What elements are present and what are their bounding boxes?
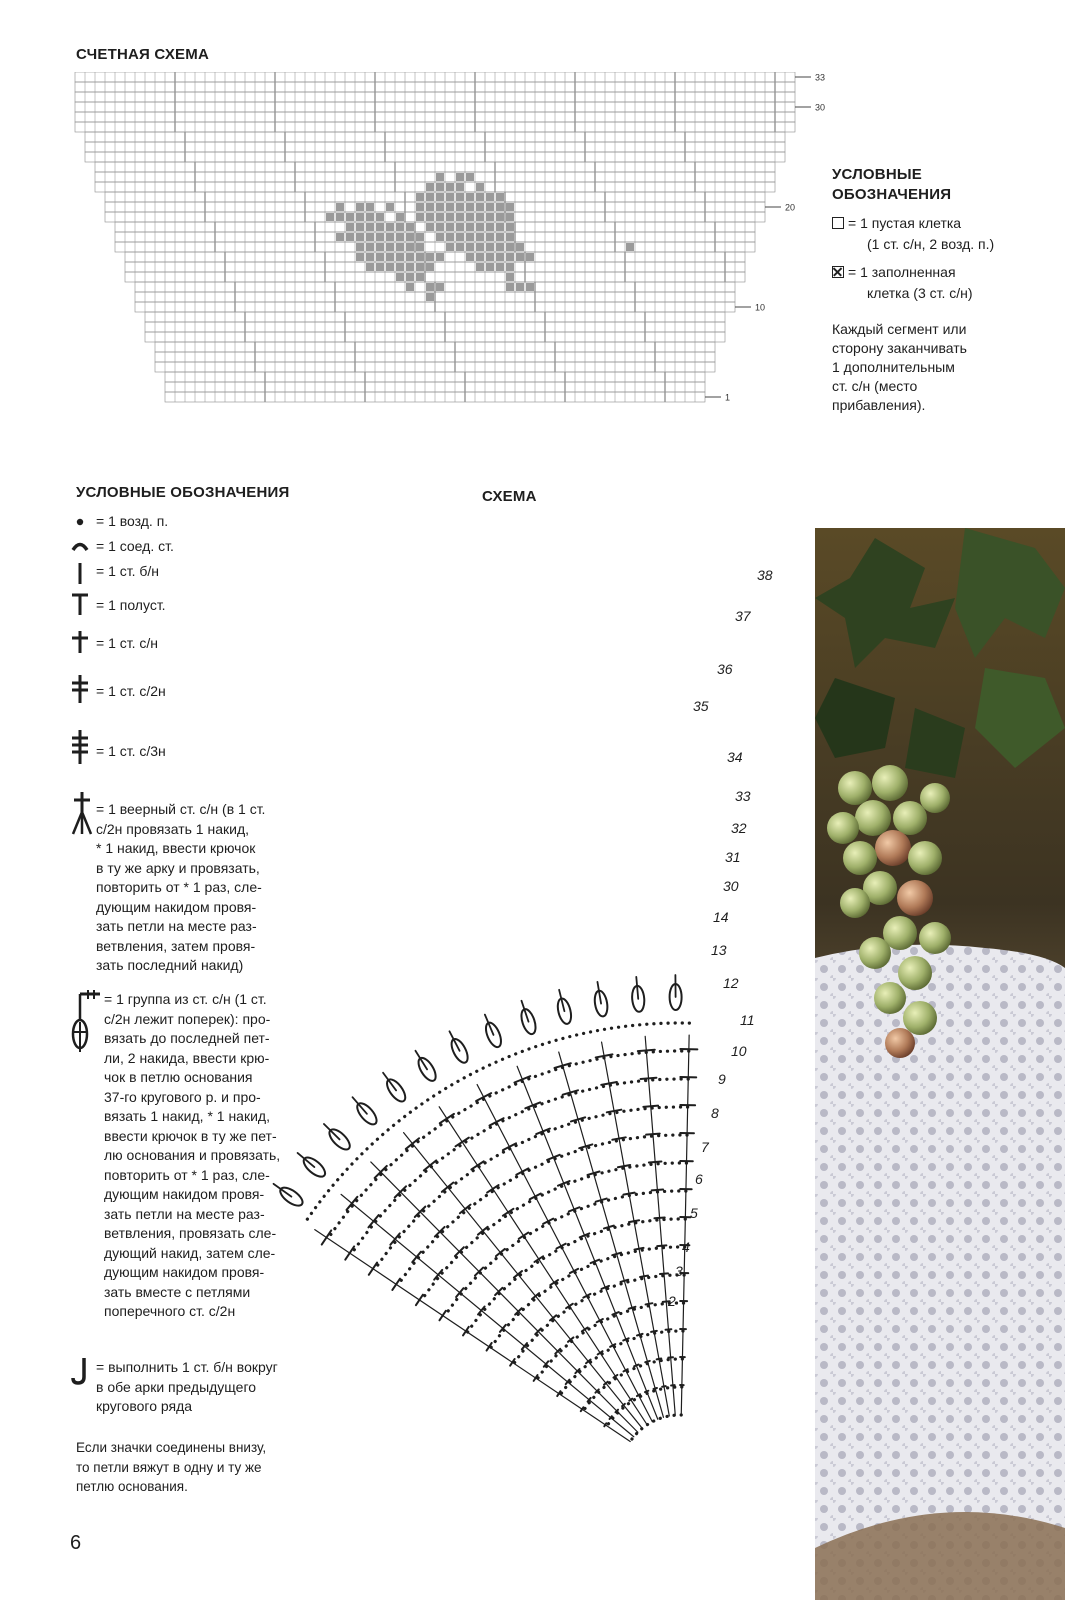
round-label: 33	[735, 788, 751, 804]
fan-line: * 1 накид, ввести крючок	[96, 840, 256, 856]
filet-filled-cell	[476, 263, 484, 271]
row-marker-label: 10	[755, 302, 766, 313]
tr-icon	[70, 673, 96, 705]
diagram-title: СХЕМА	[482, 488, 537, 505]
legend-filled-cell	[832, 263, 956, 282]
filet-filled-cell	[446, 183, 454, 191]
filet-filled-cell	[416, 253, 424, 261]
stitch-bar	[534, 1256, 543, 1262]
filet-filled-cell	[456, 233, 464, 241]
note-line: Каждый сегмент или	[832, 321, 967, 337]
filet-filled-cell	[506, 213, 514, 221]
group-line: дующим накидом провя-	[104, 1264, 265, 1280]
filet-filled-cell	[396, 253, 404, 261]
filet-filled-cell	[376, 263, 384, 271]
empty-cell-text-2: (1 ст. с/н, 2 возд. п.)	[867, 236, 995, 252]
round-label: 9	[718, 1071, 726, 1087]
filet-filled-cell	[436, 183, 444, 191]
round-label: 3	[675, 1263, 683, 1279]
row-marker-label: 30	[815, 102, 826, 113]
fan-line: в ту же арку и провязать,	[96, 859, 260, 876]
filet-filled-cell	[446, 223, 454, 231]
stitch-bar	[645, 1391, 648, 1392]
group-line: с/2н лежит поперек): про-	[104, 1010, 271, 1027]
filet-filled-cell	[426, 183, 434, 191]
filet-filled-cell	[486, 243, 494, 251]
filet-filled-cell	[416, 193, 424, 201]
filet-filled-cell	[436, 213, 444, 221]
footnote-line: петлю основания.	[76, 1479, 188, 1494]
filet-filled-cell	[476, 183, 484, 191]
filet-filled-cell	[496, 213, 504, 221]
filet-filled-cell	[476, 203, 484, 211]
filet-filled-cell	[366, 243, 374, 251]
stitch-bar	[646, 1134, 660, 1135]
stitch-bar	[547, 1155, 560, 1160]
filet-filled-cell	[446, 243, 454, 251]
filet-filled-cell	[476, 223, 484, 231]
stitch-bar	[347, 1197, 358, 1210]
symbols-legend-title: УСЛОВНЫЕ ОБОЗНАЧЕНИЯ	[76, 484, 290, 501]
filet-filled-cell	[406, 283, 414, 291]
filet-filled-cell	[496, 253, 504, 261]
filet-filled-cell	[506, 273, 514, 281]
filet-filled-cell	[466, 173, 474, 181]
stitch-bar	[653, 1388, 656, 1389]
filet-filled-cell	[506, 253, 514, 261]
round-label: 8	[711, 1105, 719, 1121]
group-line: вязать до последней пет-	[104, 1030, 270, 1046]
stitch-bar	[456, 1288, 463, 1297]
filet-filled-cell	[406, 233, 414, 241]
filet-filled-cell	[496, 233, 504, 241]
stitch-bar	[607, 1110, 622, 1113]
legend-hdc: = 1 полуст.	[96, 597, 166, 613]
fan-line: ветвления, затем провя-	[96, 937, 256, 954]
legend-slip: = 1 соед. ст.	[96, 538, 174, 554]
legend-dtr: = 1 ст. с/3н	[96, 743, 166, 759]
diagram-lines	[274, 975, 698, 1442]
group-line: зать петли на месте раз-	[104, 1205, 265, 1222]
stitch-bar	[629, 1220, 639, 1222]
round-label: 5	[690, 1205, 698, 1221]
group-line: лю основания и провязать,	[104, 1147, 281, 1163]
group-stitch-stem	[636, 977, 638, 999]
filet-filled-cell	[486, 203, 494, 211]
filet-filled-cell	[416, 263, 424, 271]
fan-line: = 1 веерный ст. с/н (в 1 ст.	[96, 801, 266, 817]
filet-legend-title-2: ОБОЗНАЧЕНИЯ	[832, 186, 952, 203]
stitch-bar	[657, 1358, 662, 1359]
filet-filled-cell	[446, 233, 454, 241]
filet-filled-cell	[346, 233, 354, 241]
filet-filled-cell	[396, 273, 404, 281]
stitch-bar	[416, 1295, 423, 1305]
dc-icon	[70, 629, 96, 655]
fan-line: зать петли на месте раз-	[96, 918, 257, 934]
stitch-bar	[439, 1311, 445, 1320]
fan-line: повторить от * 1 раз, сле-	[96, 879, 262, 895]
group-line: вязать 1 накид, * 1 накид,	[104, 1108, 270, 1124]
group-line: 37-го кругового р. и про-	[104, 1088, 261, 1105]
filled-cell-text-2: клетка (3 ст. с/н)	[867, 285, 973, 301]
row-marker-label: 33	[815, 72, 826, 83]
slip-stitch-icon	[70, 538, 96, 554]
filet-filled-cell	[366, 213, 374, 221]
doily-lace	[815, 945, 1065, 1600]
filet-filled-cell	[366, 263, 374, 271]
filet-filled-cell	[436, 223, 444, 231]
stitch-bar	[582, 1328, 588, 1332]
filet-filled-cell	[486, 253, 494, 261]
group-line: дующим накидом провя-	[104, 1186, 265, 1202]
filet-filled-cell	[416, 203, 424, 211]
stitch-bar	[525, 1102, 540, 1108]
filet-legend-title-1: УСЛОВНЫЕ	[832, 166, 922, 183]
filet-filled-cell	[336, 213, 344, 221]
note-line: сторону заканчивать	[832, 340, 967, 356]
footnote-line: Если значки соединены внизу,	[76, 1440, 267, 1455]
filet-filled-cell	[336, 203, 344, 211]
stitch-bar	[643, 1106, 658, 1107]
filet-filled-cell	[426, 193, 434, 201]
stitch-bar	[604, 1226, 614, 1229]
filet-filled-cell	[426, 223, 434, 231]
hdc-icon	[70, 591, 96, 617]
legend-empty-cell	[832, 214, 961, 233]
filet-filled-cell	[496, 193, 504, 201]
filet-filled-cell	[416, 213, 424, 221]
crochet-diagram	[235, 490, 795, 1520]
filet-filled-cell	[356, 213, 364, 221]
filet-filled-cell	[506, 283, 514, 291]
filet-filled-cell	[406, 223, 414, 231]
filet-filled-cell	[456, 243, 464, 251]
stitch-bar	[623, 1193, 634, 1195]
filet-filled-cell	[506, 223, 514, 231]
note-line: 1 дополнительным	[832, 359, 955, 375]
fan-line: с/2н провязать 1 накид,	[96, 820, 250, 837]
filet-chart-title: СЧЕТНАЯ СХЕМА	[76, 46, 209, 63]
note-line: ст. с/н (место	[832, 378, 918, 394]
filet-filled-cell	[496, 263, 504, 271]
filet-chart	[70, 72, 830, 417]
round-label: 38	[757, 567, 773, 583]
filet-filled-cell	[356, 233, 364, 241]
round-label: 31	[725, 849, 741, 865]
empty-cell-icon	[832, 217, 844, 229]
group-stitch-icon	[70, 990, 96, 1054]
group-stitch-stem	[597, 982, 601, 1004]
filet-filled-cell	[406, 253, 414, 261]
filet-filled-cell	[526, 283, 534, 291]
filet-filled-cell	[346, 223, 354, 231]
filet-filled-cell	[426, 293, 434, 301]
filet-filled-cell	[466, 203, 474, 211]
filet-filled-cell	[386, 203, 394, 211]
stitch-bar	[657, 1245, 666, 1246]
filet-filled-cell	[436, 283, 444, 291]
filet-filled-cell	[526, 253, 534, 261]
round-label: 34	[727, 749, 743, 765]
filet-filled-cell	[446, 203, 454, 211]
filet-filled-cell	[456, 183, 464, 191]
round-label: 36	[717, 661, 733, 677]
filet-filled-cell	[456, 173, 464, 181]
filet-filled-cell	[466, 253, 474, 261]
round-label: 13	[711, 942, 727, 958]
around-line: в обе арки предыдущего	[96, 1378, 257, 1395]
filet-filled-cell	[376, 223, 384, 231]
round-label: 7	[701, 1139, 709, 1155]
round-label: 6	[695, 1171, 703, 1187]
filet-note	[832, 320, 967, 415]
sc-icon	[70, 560, 96, 586]
chain-icon	[70, 514, 96, 530]
filet-filled-cell	[406, 273, 414, 281]
filet-filled-cell	[386, 263, 394, 271]
stitch-bar	[612, 1312, 618, 1315]
filet-filled-cell	[346, 213, 354, 221]
filet-filled-cell	[436, 203, 444, 211]
filet-filled-cell	[396, 213, 404, 221]
legend-tr: = 1 ст. с/2н	[96, 683, 166, 699]
stitch-bar	[638, 1050, 655, 1051]
filet-filled-cell	[396, 223, 404, 231]
filet-filled-cell	[516, 283, 524, 291]
filet-filled-cell	[496, 243, 504, 251]
stitch-bar	[557, 1391, 560, 1396]
stitch-bar	[392, 1279, 400, 1290]
filet-filled-cell	[426, 253, 434, 261]
stitch-bar	[612, 1253, 621, 1256]
filet-filled-cell	[426, 263, 434, 271]
filet-filled-cell	[446, 213, 454, 221]
stitch-bar	[646, 1303, 653, 1304]
filet-filled-cell	[486, 213, 494, 221]
filet-filled-cell	[386, 243, 394, 251]
filet-filled-cell	[506, 233, 514, 241]
group-line: повторить от * 1 раз, сле-	[104, 1166, 270, 1183]
filet-filled-cell	[396, 243, 404, 251]
filet-filled-cell	[476, 193, 484, 201]
stitch-bar	[662, 1386, 666, 1387]
chain-arc	[630, 1415, 681, 1442]
filet-filled-cell	[446, 193, 454, 201]
stitch-bar	[345, 1246, 354, 1259]
round-label: 30	[723, 878, 739, 894]
stitch-bar	[471, 1161, 483, 1169]
filet-filled-cell	[496, 203, 504, 211]
stitch-bar	[634, 1365, 638, 1367]
filet-filled-cell	[386, 233, 394, 241]
dtr-icon	[70, 728, 96, 766]
round-label: 2	[668, 1293, 676, 1309]
group-line: дующий накид, затем сле-	[104, 1244, 276, 1261]
filled-cell-icon	[832, 266, 844, 278]
group-line: ли, 2 накида, ввести крю-	[104, 1049, 270, 1066]
filet-filled-cell	[486, 193, 494, 201]
around-line: кругового ряда	[96, 1398, 193, 1414]
fan-line: зать последний накид)	[96, 957, 244, 973]
round-label: 10	[731, 1043, 747, 1059]
group-line: чок в петлю основания	[104, 1069, 253, 1085]
stitch-bar	[654, 1217, 664, 1218]
filet-filled-cell	[376, 213, 384, 221]
filled-cell-text: = 1 заполненная	[848, 264, 956, 280]
filet-filled-cell	[366, 223, 374, 231]
filet-filled-cell	[366, 233, 374, 241]
group-line: поперечного ст. с/2н	[104, 1303, 236, 1319]
around-sc-icon	[70, 1355, 96, 1385]
filet-filled-cell	[386, 253, 394, 261]
grapes-doily-photo	[815, 528, 1065, 1600]
filet-filled-cell	[516, 243, 524, 251]
filet-filled-cell	[466, 223, 474, 231]
filet-filled-cell	[356, 253, 364, 261]
filet-filled-cell	[466, 243, 474, 251]
stitch-bar	[369, 1263, 377, 1275]
filet-filled-cell	[356, 243, 364, 251]
around-line: = выполнить 1 ст. б/н вокруг	[96, 1359, 278, 1375]
legend-chain: = 1 возд. п.	[96, 513, 169, 529]
filet-filled-cell	[626, 243, 634, 251]
filet-filled-cell	[366, 203, 374, 211]
stitch-bar	[645, 1361, 650, 1362]
filet-filled-cell	[456, 193, 464, 201]
footnote-line: то петли вяжут в одну и ту же	[76, 1459, 262, 1475]
group-line: ввести крючок в ту же пет-	[104, 1127, 277, 1144]
round-label: 35	[693, 698, 709, 714]
stitch-bar	[651, 1331, 657, 1332]
filet-filled-cell	[426, 283, 434, 291]
filet-filled-cell	[406, 263, 414, 271]
stitch-bar	[613, 1375, 617, 1378]
filet-filled-cell	[486, 263, 494, 271]
filet-filled-cell	[466, 213, 474, 221]
group-line: ветвления, провязать сле-	[104, 1225, 277, 1241]
filet-filled-cell	[376, 233, 384, 241]
filet-filled-cell	[466, 193, 474, 201]
stitch-bar	[424, 1160, 436, 1170]
round-label: 14	[713, 909, 729, 925]
filet-filled-cell	[456, 223, 464, 231]
page-number: 6	[70, 1532, 82, 1554]
filet-filled-cell	[436, 253, 444, 261]
filet-filled-cell	[506, 243, 514, 251]
filet-filled-cell	[516, 253, 524, 261]
row-marker-label: 1	[725, 392, 731, 403]
filet-filled-cell	[396, 233, 404, 241]
filet-filled-cell	[366, 253, 374, 261]
stitch-bar	[652, 1190, 663, 1191]
group-line: зать вместе с петлями	[104, 1283, 251, 1300]
round-label: 11	[740, 1012, 755, 1028]
stitch-bar	[641, 1078, 657, 1079]
filet-filled-cell	[476, 233, 484, 241]
filet-filled-cell	[506, 203, 514, 211]
filet-filled-cell	[476, 243, 484, 251]
filet-filled-cell	[376, 253, 384, 261]
filet-filled-cell	[396, 263, 404, 271]
filet-filled-cell	[426, 203, 434, 211]
filet-filled-cell	[336, 233, 344, 241]
fan-line: дующим накидом провя-	[96, 898, 257, 915]
legend-sc: = 1 ст. б/н	[96, 563, 160, 579]
group-stitch-stem	[324, 1124, 340, 1139]
filet-filled-cell	[476, 213, 484, 221]
filet-filled-cell	[416, 243, 424, 251]
filet-filled-cell	[466, 233, 474, 241]
filet-filled-cell	[436, 233, 444, 241]
fan-stitch-icon	[70, 790, 96, 836]
empty-cell-text: = 1 пустая клетка	[848, 215, 962, 231]
filet-filled-cell	[476, 253, 484, 261]
filet-filled-cell	[356, 203, 364, 211]
filet-filled-cell	[416, 273, 424, 281]
filet-filled-cell	[436, 193, 444, 201]
round-label: 37	[735, 608, 751, 624]
filet-filled-cell	[496, 223, 504, 231]
filet-filled-cell	[416, 233, 424, 241]
filet-filled-cell	[456, 203, 464, 211]
legend-dc: = 1 ст. с/н	[96, 635, 159, 651]
filet-filled-cell	[386, 223, 394, 231]
filet-filled-cell	[426, 213, 434, 221]
stitch-bar	[581, 1407, 584, 1411]
filet-filled-cell	[436, 173, 444, 181]
group-line: = 1 группа из ст. с/н (1 ст.	[104, 991, 267, 1007]
stitch-bar	[322, 1230, 332, 1244]
filet-filled-cell	[376, 243, 384, 251]
row-marker-label: 20	[785, 202, 796, 213]
stitch-bar	[649, 1162, 662, 1163]
round-label: 12	[723, 975, 739, 991]
note-line: прибавления).	[832, 397, 926, 413]
filet-filled-cell	[486, 233, 494, 241]
stitch-bar	[640, 1276, 648, 1277]
filet-filled-cell	[406, 243, 414, 251]
filet-filled-cell	[506, 263, 514, 271]
filet-filled-cell	[356, 223, 364, 231]
filet-filled-cell	[456, 213, 464, 221]
stitch-bar	[601, 1082, 617, 1085]
round-label: 32	[731, 820, 747, 836]
stitch-bar	[660, 1273, 668, 1274]
round-label: 4	[682, 1239, 690, 1255]
filet-filled-cell	[486, 223, 494, 231]
filet-grid	[75, 72, 795, 402]
filet-filled-cell	[326, 213, 334, 221]
